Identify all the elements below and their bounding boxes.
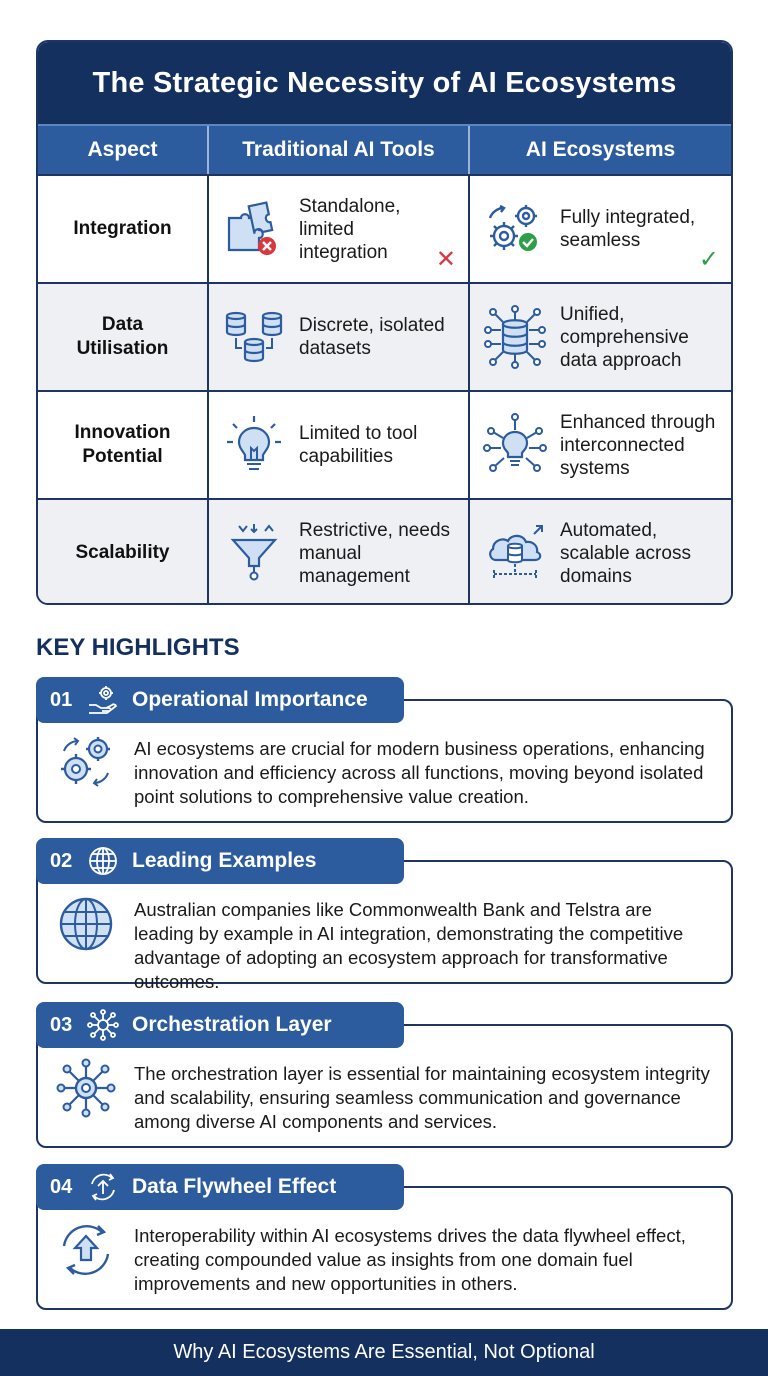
ecosystem-cell <box>468 500 731 605</box>
ecosystem-text: Fully integrated, seamless <box>560 207 696 251</box>
ecosystem-text: Enhanced through interconnected systems <box>560 411 716 479</box>
table-header-row <box>38 124 731 174</box>
ecosystem-text: Unified, comprehensive data approach <box>560 303 689 371</box>
highlight-heading: Operational Importance <box>132 688 368 711</box>
ecosystem-cell <box>468 176 731 282</box>
highlight-text: The orchestration layer is essential for maintaining ecosystem integrity and scalability, ensuring seamless communication and governance among diverse AI components and services. <box>134 1063 710 1132</box>
highlight-number: 03 <box>50 1013 73 1036</box>
lightbulb-network-icon <box>482 412 548 478</box>
highlight-card-tab <box>36 677 404 723</box>
flywheel-icon <box>86 1170 120 1204</box>
traditional-cell <box>207 392 468 498</box>
highlight-heading: Orchestration Layer <box>132 1013 332 1036</box>
highlight-text: Interoperability within AI ecosystems drives the data flywheel effect, creating compounded value as insights from one domain fuel improvements and new opportunities in others. <box>134 1225 686 1294</box>
highlight-card-tab <box>36 1164 404 1210</box>
traditional-text: Limited to tool capabilities <box>299 423 418 467</box>
highlight-card <box>36 1164 733 1312</box>
ecosystem-text: Automated, scalable across domains <box>560 519 691 587</box>
column-header-aspect: Aspect <box>87 138 158 161</box>
highlight-heading: Leading Examples <box>132 849 317 872</box>
funnel-icon <box>221 520 287 586</box>
column-header-ecosystems: AI Ecosystems <box>468 126 731 174</box>
traditional-cell <box>207 176 468 282</box>
table-row <box>38 390 731 498</box>
highlight-text: Australian companies like Commonwealth Bank and Telstra are leading by example in AI integration, demonstrating the competitive advantage of adopting an ecosystem approach for transformative outcomes. <box>134 899 684 992</box>
aspect-label: Innovation Potential <box>74 422 171 467</box>
highlight-number: 04 <box>50 1175 73 1198</box>
traditional-cell <box>207 500 468 605</box>
cloud-database-icon <box>482 520 548 586</box>
highlight-card-tab <box>36 1002 404 1048</box>
aspect-label: Data Utilisation <box>76 314 169 359</box>
comparison-table <box>36 40 733 605</box>
database-network-icon <box>482 304 548 370</box>
ecosystem-cell <box>468 392 731 498</box>
traditional-text: Discrete, isolated datasets <box>299 315 445 359</box>
highlight-card <box>36 838 733 992</box>
aspect-label: Integration <box>73 218 172 239</box>
traditional-text: Restrictive, needs manual management <box>299 519 451 587</box>
globe-icon <box>56 894 116 954</box>
page-title: The Strategic Necessity of AI Ecosystems <box>38 42 731 124</box>
table-row <box>38 282 731 390</box>
footer-banner: Why AI Ecosystems Are Essential, Not Optional <box>0 1329 768 1376</box>
cross-icon: ✕ <box>435 246 456 273</box>
highlight-text: AI ecosystems are crucial for modern business operations, enhancing innovation and efficiency across all functions, moving beyond isolated point solutions to comprehensive value creation. <box>134 738 705 807</box>
flywheel-icon <box>56 1220 116 1280</box>
ecosystem-cell <box>468 284 731 390</box>
table-row <box>38 174 731 282</box>
highlight-heading: Data Flywheel Effect <box>132 1175 337 1198</box>
puzzle-icon <box>221 196 287 262</box>
network-hub-icon <box>86 1008 120 1042</box>
databases-icon <box>221 304 287 370</box>
highlight-card <box>36 1002 733 1150</box>
key-highlights-heading: KEY HIGHLIGHTS <box>36 634 240 661</box>
table-row <box>38 498 731 605</box>
gears-icon <box>482 196 548 262</box>
aspect-label: Scalability <box>75 542 170 563</box>
lightbulb-icon <box>221 412 287 478</box>
network-hub-icon <box>56 1058 116 1118</box>
highlight-number: 01 <box>50 688 73 711</box>
gear-hand-icon <box>86 683 120 717</box>
traditional-text: Standalone, limited integration <box>299 195 401 263</box>
gears-icon <box>56 731 116 791</box>
highlight-card <box>36 677 733 825</box>
highlight-number: 02 <box>50 849 73 872</box>
highlight-card-tab <box>36 838 404 884</box>
column-header-traditional: Traditional AI Tools <box>207 126 468 174</box>
globe-icon <box>86 844 120 878</box>
check-icon: ✓ <box>698 246 719 273</box>
traditional-cell <box>207 284 468 390</box>
